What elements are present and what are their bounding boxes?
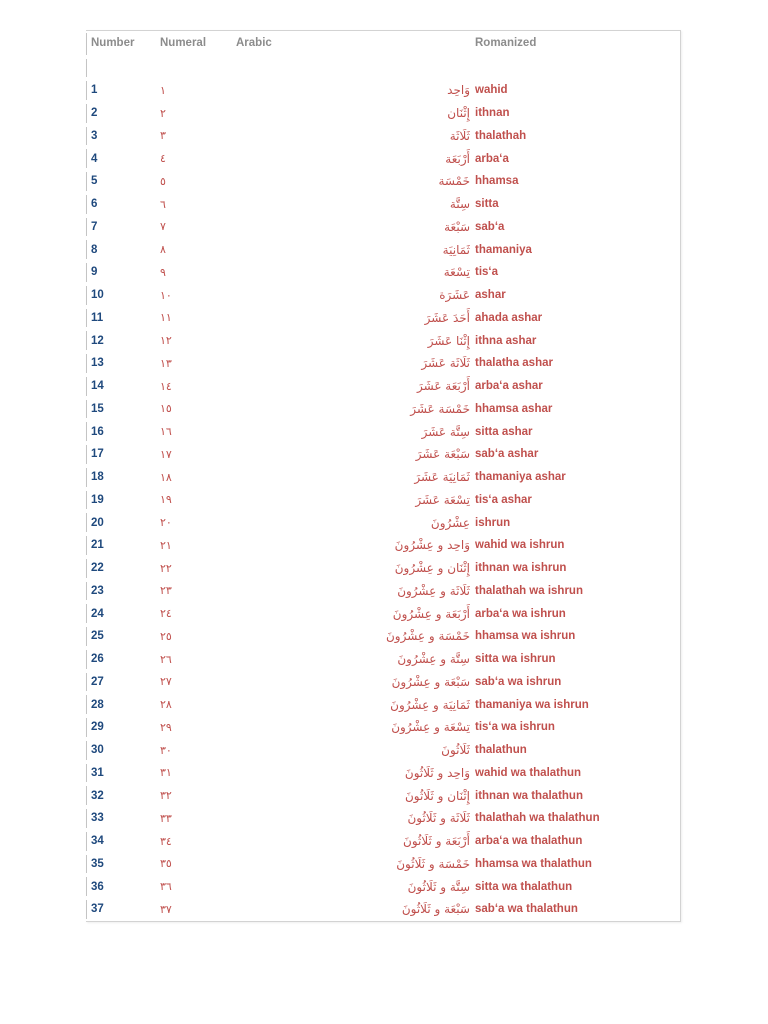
cell-numeral: ٦ (160, 197, 166, 211)
cell-numeral: ٢٠ (160, 516, 172, 530)
cell-arabic: سِتَّة عَشَرَ (421, 424, 470, 439)
cell-arabic: ثَمَانِيَة و عِشْرُونَ (390, 697, 470, 712)
cell-number: 5 (91, 175, 98, 188)
cell-arabic: سَبْعَة و ثَلَاثُونَ (401, 902, 470, 917)
cell-numeral: ٢٤ (160, 607, 172, 621)
cell-romanized: sitta wa ishrun (475, 653, 556, 666)
cell-numeral: ٢٨ (160, 698, 172, 712)
cell-number: 1 (91, 84, 98, 97)
cell-number: 26 (91, 653, 104, 666)
cell-numeral: ٢١ (160, 538, 172, 552)
cell-romanized: sab‘a wa thalathun (475, 903, 578, 916)
table-body (86, 79, 680, 921)
cell-arabic: إِثْنَان و ثَلَاثُونَ (404, 788, 470, 803)
cell-arabic: وَاحِد و عِشْرُونَ (394, 538, 470, 553)
column-header-numeral: Numeral (160, 37, 207, 49)
cell-romanized: arba‘a ashar (475, 380, 543, 393)
cell-numeral: ٤ (160, 152, 166, 166)
cell-arabic: ثَمَانِيَة عَشَرَ (414, 470, 470, 485)
cell-romanized: thalatha ashar (475, 357, 553, 370)
cell-arabic: خَمْسَة عَشَرَ (410, 401, 470, 416)
cell-romanized: sitta ashar (475, 425, 533, 438)
cell-romanized: ithnan wa thalathun (475, 789, 583, 802)
table-row (86, 329, 680, 352)
cell-number: 16 (91, 425, 104, 438)
cell-romanized: tis‘a wa ishrun (475, 721, 555, 734)
cell-arabic: ثَلَاثَة عَشَرَ (421, 356, 470, 371)
cell-arabic: خَمْسَة (438, 174, 470, 189)
table-row (86, 79, 680, 102)
cell-number: 3 (91, 129, 98, 142)
cell-arabic: إِثْنَان (447, 106, 470, 121)
cell-numeral: ٣٠ (160, 743, 172, 757)
cell-arabic: ثَلَاثَة (449, 128, 470, 143)
table-row (86, 511, 680, 534)
cell-number: 23 (91, 584, 104, 597)
cell-number: 20 (91, 516, 104, 529)
table-row (86, 784, 680, 807)
cell-romanized: ishrun (475, 516, 511, 529)
table-row (86, 557, 680, 580)
cell-numeral: ٨ (160, 243, 166, 257)
table-row (86, 398, 680, 421)
cell-romanized: wahid (475, 84, 508, 97)
table-row (86, 238, 680, 261)
cell-number: 31 (91, 766, 104, 779)
cell-arabic: عَشَرَة (439, 288, 470, 303)
table-row (86, 853, 680, 876)
cell-numeral: ٣١ (160, 766, 172, 780)
cell-number: 10 (91, 289, 104, 302)
cell-number: 15 (91, 402, 104, 415)
table-row (86, 375, 680, 398)
table-row (86, 625, 680, 648)
table-row (86, 420, 680, 443)
table-row (86, 716, 680, 739)
cell-arabic: خَمْسَة و ثَلَاثُونَ (396, 856, 470, 871)
cell-arabic: أَحَدَ عَشَرَ (424, 310, 470, 325)
cell-numeral: ١٣ (160, 356, 172, 370)
table-row (86, 261, 680, 284)
cell-romanized: hhamsa wa ishrun (475, 630, 576, 643)
cell-arabic: أَرْبَعَة و عِشْرُونَ (392, 606, 470, 621)
cell-romanized: hhamsa wa thalathun (475, 857, 592, 870)
cell-romanized: arba‘a wa thalathun (475, 835, 583, 848)
table-row (86, 443, 680, 466)
cell-arabic: ثَلَاثَة و ثَلَاثُونَ (407, 811, 470, 826)
cell-romanized: arba‘a (475, 152, 509, 165)
cell-arabic: وَاحِد (447, 83, 470, 98)
cell-numeral: ١٢ (160, 334, 172, 348)
table-row (86, 102, 680, 125)
cell-numeral: ٣ (160, 129, 166, 143)
cell-romanized: sab‘a ashar (475, 448, 539, 461)
cell-numeral: ١٩ (160, 493, 172, 507)
cell-romanized: arba‘a wa ishrun (475, 607, 566, 620)
cell-number: 13 (91, 357, 104, 370)
cell-number: 17 (91, 448, 104, 461)
cell-romanized: thalathah wa thalathun (475, 812, 600, 825)
cell-arabic: تِسْعَة (443, 265, 470, 280)
cell-numeral: ٣٣ (160, 811, 172, 825)
cell-numeral: ٢٦ (160, 652, 172, 666)
cell-number: 19 (91, 493, 104, 506)
table-row (86, 898, 680, 921)
table-row (86, 830, 680, 853)
table-row (86, 762, 680, 785)
cell-number: 21 (91, 539, 104, 552)
table-row (86, 216, 680, 239)
cell-number: 25 (91, 630, 104, 643)
table-row (86, 352, 680, 375)
cell-numeral: ١٦ (160, 425, 172, 439)
table-row (86, 602, 680, 625)
cell-numeral: ٣٦ (160, 880, 172, 894)
cell-number: 18 (91, 471, 104, 484)
cell-romanized: ashar (475, 289, 506, 302)
table-row (86, 807, 680, 830)
table-row (86, 739, 680, 762)
cell-romanized: thalathah wa ishrun (475, 584, 583, 597)
column-header-romanized: Romanized (475, 37, 537, 49)
cell-number: 34 (91, 835, 104, 848)
cell-arabic: سَبْعَة (444, 219, 470, 234)
cell-arabic: أَرْبَعَة عَشَرَ (417, 379, 470, 394)
arabic-numbers-table (86, 30, 681, 922)
cell-number: 36 (91, 880, 104, 893)
table-header-row (86, 31, 680, 57)
cell-arabic: وَاحِد و ثَلَاثُونَ (404, 765, 470, 780)
cell-romanized: wahid wa ishrun (475, 539, 565, 552)
cell-number: 28 (91, 698, 104, 711)
cell-arabic: إِثْنَان و عِشْرُونَ (394, 561, 470, 576)
cell-arabic: تِسْعَة و عِشْرُونَ (391, 720, 470, 735)
cell-romanized: thamaniya (475, 243, 532, 256)
cell-number: 12 (91, 334, 104, 347)
cell-numeral: ٣٢ (160, 789, 172, 803)
cell-arabic: سِتَّة (449, 197, 470, 212)
cell-number: 37 (91, 903, 104, 916)
cell-arabic: ثَمَانِيَة (442, 242, 470, 257)
cell-romanized: sitta wa thalathun (475, 880, 573, 893)
table-row (86, 193, 680, 216)
cell-arabic: سَبْعَة عَشَرَ (415, 447, 470, 462)
cell-romanized: hhamsa (475, 175, 519, 188)
cell-romanized: thamaniya ashar (475, 471, 566, 484)
cell-number: 9 (91, 266, 98, 279)
table-row (86, 534, 680, 557)
cell-number: 4 (91, 152, 98, 165)
cell-numeral: ٢٢ (160, 561, 172, 575)
cell-numeral: ١٠ (160, 288, 172, 302)
cell-number: 30 (91, 744, 104, 757)
cell-numeral: ١٤ (160, 379, 172, 393)
cell-romanized: thamaniya wa ishrun (475, 698, 589, 711)
cell-romanized: ahada ashar (475, 311, 543, 324)
cell-numeral: ٢٥ (160, 629, 172, 643)
cell-numeral: ١ (160, 83, 166, 97)
cell-numeral: ٢٩ (160, 720, 172, 734)
cell-numeral: ٣٥ (160, 857, 172, 871)
table-row (86, 875, 680, 898)
cell-arabic: ثَلَاثُونَ (441, 743, 470, 758)
cell-number: 33 (91, 812, 104, 825)
table-row (86, 466, 680, 489)
cell-number: 2 (91, 107, 98, 120)
table-row (86, 693, 680, 716)
cell-romanized: tis‘a ashar (475, 493, 532, 506)
cell-number: 7 (91, 220, 98, 233)
table-row (86, 580, 680, 603)
cell-arabic: تِسْعَة عَشَرَ (415, 492, 470, 507)
cell-romanized: thalathun (475, 744, 527, 757)
cell-romanized: hhamsa ashar (475, 402, 553, 415)
cell-romanized: tis‘a (475, 266, 499, 279)
cell-arabic: أَرْبَعَة و ثَلَاثُونَ (403, 834, 470, 849)
cell-romanized: ithnan wa ishrun (475, 562, 567, 575)
cell-arabic: سِتَّة و ثَلَاثُونَ (407, 879, 470, 894)
cell-number: 24 (91, 607, 104, 620)
cell-number: 6 (91, 198, 98, 211)
table-row (86, 489, 680, 512)
cell-numeral: ٢٧ (160, 675, 172, 689)
cell-romanized: ithnan (475, 107, 510, 120)
table-row (86, 147, 680, 170)
cell-romanized: wahid wa thalathun (475, 766, 582, 779)
cell-numeral: ٧ (160, 220, 166, 234)
cell-numeral: ١٨ (160, 470, 172, 484)
cell-number: 27 (91, 675, 104, 688)
cell-numeral: ١١ (160, 311, 172, 325)
column-header-arabic: Arabic (236, 37, 272, 49)
cell-number: 22 (91, 562, 104, 575)
cell-numeral: ٣٧ (160, 902, 172, 916)
cell-arabic: ثَلَاثَة و عِشْرُونَ (397, 583, 470, 598)
cell-numeral: ١٥ (160, 402, 172, 416)
table-row (86, 648, 680, 671)
cell-numeral: ٩ (160, 265, 166, 279)
table-row (86, 170, 680, 193)
cell-numeral: ٢٣ (160, 584, 172, 598)
cell-number: 32 (91, 789, 104, 802)
cell-romanized: thalathah (475, 129, 527, 142)
cell-arabic: عِشْرُونَ (430, 515, 470, 530)
cell-number: 11 (91, 311, 104, 324)
cell-romanized: sab‘a (475, 220, 505, 233)
table-row (86, 125, 680, 148)
cell-romanized: sab‘a wa ishrun (475, 675, 562, 688)
cell-number: 29 (91, 721, 104, 734)
table-row (86, 671, 680, 694)
table-spacer-row (86, 57, 680, 79)
cell-arabic: سِتَّة و عِشْرُونَ (397, 652, 470, 667)
column-header-number: Number (91, 37, 135, 49)
cell-numeral: ١٧ (160, 447, 172, 461)
cell-numeral: ٣٤ (160, 834, 172, 848)
cell-number: 14 (91, 380, 104, 393)
cell-arabic: أَرْبَعَة (445, 151, 470, 166)
cell-number: 35 (91, 857, 104, 870)
table-row (86, 307, 680, 330)
cell-arabic: خَمْسَة و عِشْرُونَ (385, 629, 470, 644)
cell-romanized: sitta (475, 198, 499, 211)
cell-numeral: ٥ (160, 174, 166, 188)
cell-romanized: ithna ashar (475, 334, 537, 347)
cell-arabic: سَبْعَة و عِشْرُونَ (391, 674, 470, 689)
cell-numeral: ٢ (160, 106, 166, 120)
cell-number: 8 (91, 243, 98, 256)
table-row (86, 284, 680, 307)
cell-arabic: إِثْنَا عَشَرَ (427, 333, 470, 348)
